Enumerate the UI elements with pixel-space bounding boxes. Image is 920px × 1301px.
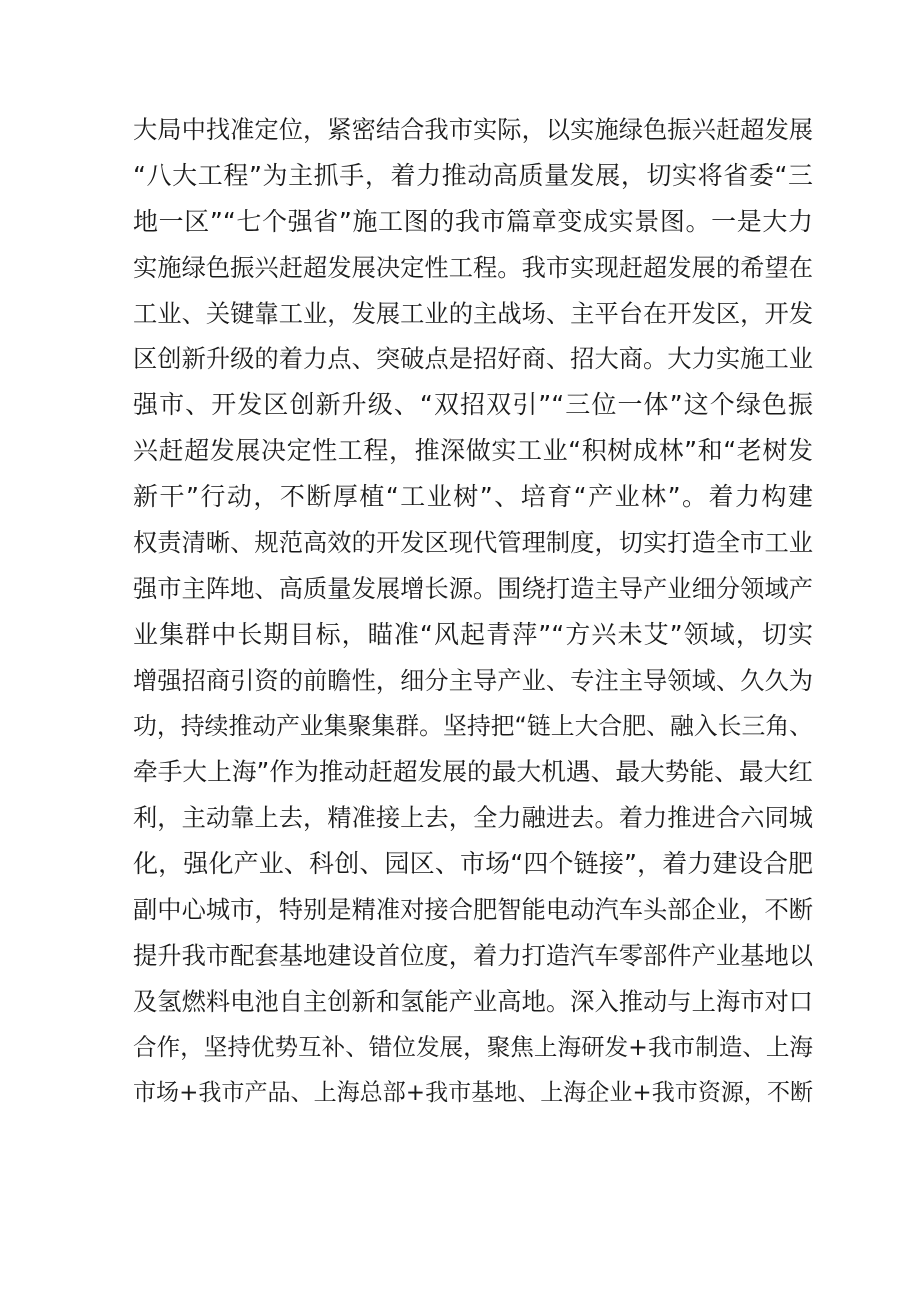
text-line: 副中心城市，特别是精准对接合肥智能电动汽车头部企业，不断 xyxy=(133,895,813,925)
text-line: 增强招商引资的前瞻性，细分主导产业、专注主导领域、久久为 xyxy=(133,665,813,695)
text-line: 业集群中长期目标，瞄准“风起青萍”“方兴未艾”领域，切实 xyxy=(133,619,813,649)
text-line: 强市主阵地、高质量发展增长源。围绕打造主导产业细分领域产 xyxy=(133,573,813,603)
text-line: 新干”行动，不断厚植“工业树”、培育“产业林”。着力构建 xyxy=(133,482,813,512)
text-line: 功，持续推动产业集聚集群。坚持把“链上大合肥、融入长三角、 xyxy=(133,711,813,740)
text-line: 实施绿色振兴赶超发展决定性工程。我市实现赶超发展的希望在 xyxy=(133,252,813,282)
text-line: 化，强化产业、科创、园区、市场“四个链接”，着力建设合肥 xyxy=(133,849,813,879)
text-line: “八大工程”为主抓手，着力推动高质量发展，切实将省委“三 xyxy=(133,160,813,190)
text-line: 提升我市配套基地建设首位度，着力打造汽车零部件产业基地以 xyxy=(133,941,813,971)
text-line: 区创新升级的着力点、突破点是招好商、招大商。大力实施工业 xyxy=(133,344,813,374)
text-line: 利，主动靠上去，精准接上去，全力融进去。着力推进合六同城 xyxy=(133,803,813,833)
text-line: 权责清晰、规范高效的开发区现代管理制度，切实打造全市工业 xyxy=(133,528,813,558)
text-line: 大局中找准定位，紧密结合我市实际，以实施绿色振兴赶超发展 xyxy=(133,115,813,144)
body-paragraph xyxy=(133,107,813,1117)
text-line: 牵手大上海”作为推动赶超发展的最大机遇、最大势能、最大红 xyxy=(133,757,813,787)
text-line: 合作，坚持优势互补、错位发展，聚焦上海研发+我市制造、上海 xyxy=(133,1032,813,1061)
text-line: 强市、开发区创新升级、“双招双引”“三位一体”这个绿色振 xyxy=(133,390,813,420)
text-line: 地一区”“七个强省”施工图的我市篇章变成实景图。一是大力 xyxy=(133,206,813,236)
text-line: 兴赶超发展决定性工程，推深做实工业“积树成林”和“老树发 xyxy=(133,436,813,466)
text-line: 及氢燃料电池自主创新和氢能产业高地。深入推动与上海市对口 xyxy=(133,986,813,1016)
text-line: 市场+我市产品、上海总部+我市基地、上海企业+我市资源，不断 xyxy=(133,1079,813,1106)
text-line: 工业、关键靠工业，发展工业的主战场、主平台在开发区，开发 xyxy=(133,298,813,328)
